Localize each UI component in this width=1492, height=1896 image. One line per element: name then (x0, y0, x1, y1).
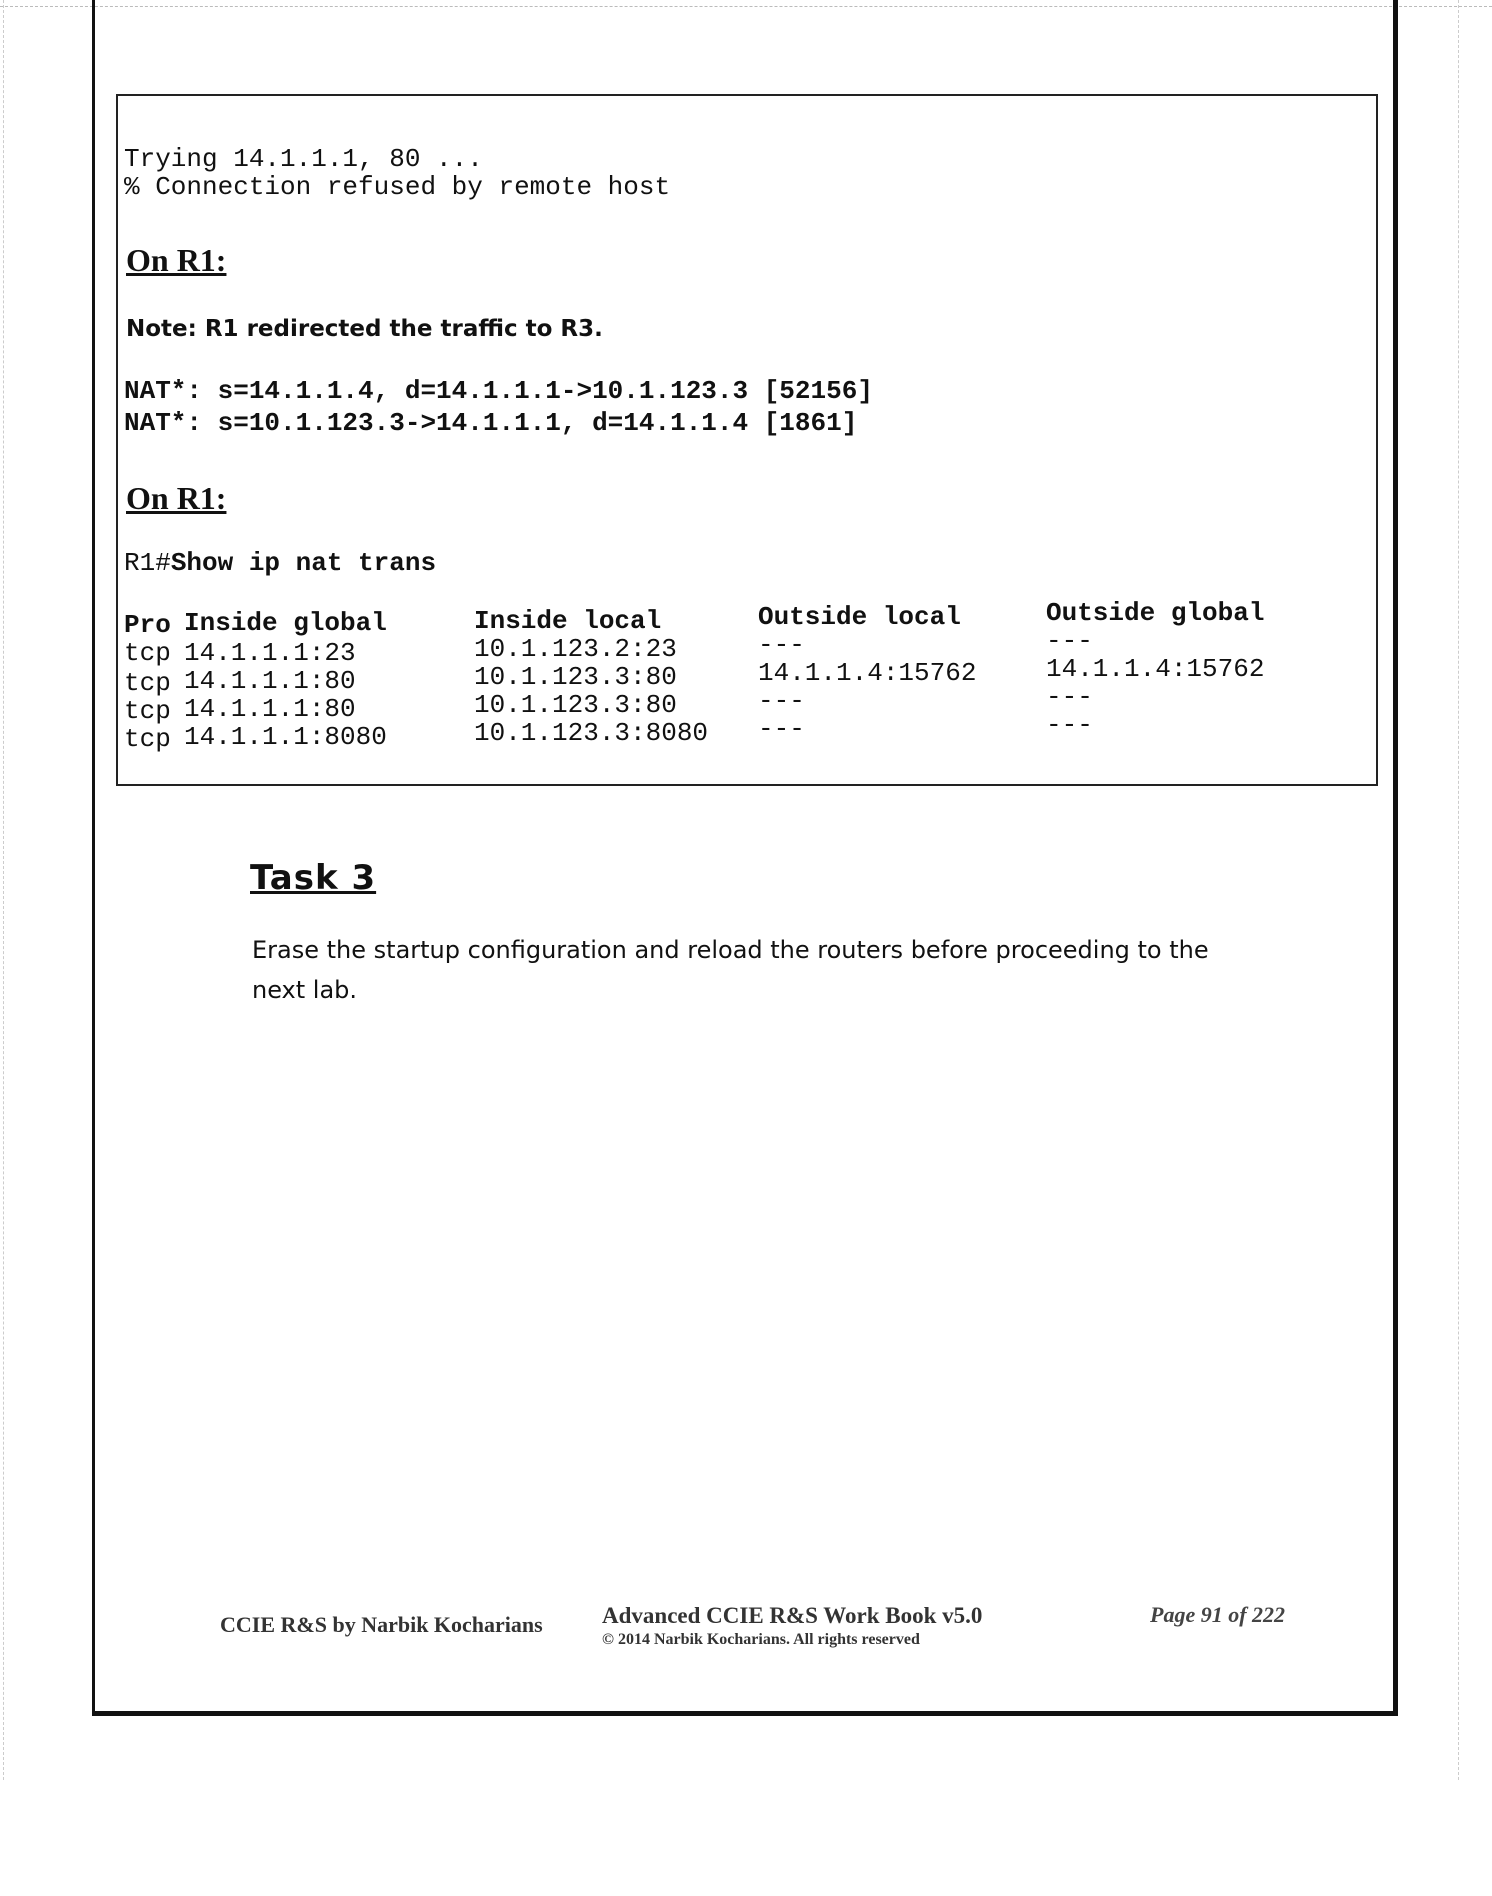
header-outside-global: Outside global (1046, 598, 1265, 628)
cell-outside-local: --- (758, 714, 805, 744)
header-outside-local: Outside local (758, 602, 961, 632)
cell-pro: tcp (124, 696, 171, 726)
code-output-box (116, 94, 1378, 786)
cell-outside-local: --- (758, 630, 805, 660)
header-pro: Pro (124, 610, 171, 640)
cli-prompt: R1# (124, 548, 171, 578)
cell-outside-local: --- (758, 686, 805, 716)
cell-inside-global: 14.1.1.1:23 (184, 638, 356, 668)
cli-command: Show ip nat trans (170, 548, 437, 578)
cell-outside-global: 14.1.1.4:15762 (1046, 654, 1265, 684)
nat-debug-line-2: NAT*: s=10.1.123.3->14.1.1.1, d=14.1.1.4 [1861] (124, 408, 858, 438)
cell-pro: tcp (124, 724, 171, 754)
cell-outside-global: --- (1046, 682, 1093, 712)
task-title: Task 3 (250, 858, 377, 898)
cell-inside-local: 10.1.123.2:23 (474, 634, 677, 664)
cell-inside-global: 14.1.1.1:8080 (184, 722, 387, 752)
header-inside-local: Inside local (474, 606, 662, 636)
footer-copyright: © 2014 Narbik Kocharians. All rights reserved (602, 1631, 920, 1648)
cell-inside-global: 14.1.1.1:80 (184, 666, 356, 696)
cell-pro: tcp (124, 668, 171, 698)
cell-inside-local: 10.1.123.3:8080 (474, 718, 709, 748)
footer-book-title: Advanced CCIE R&S Work Book v5.0 (602, 1603, 983, 1628)
footer-center (602, 1603, 982, 1649)
note-text: Note: R1 redirected the traffic to R3. (126, 316, 603, 342)
nat-debug-line-1: NAT*: s=14.1.1.4, d=14.1.1.1->10.1.123.3 [52156] (124, 376, 873, 406)
cell-inside-local: 10.1.123.3:80 (474, 662, 677, 692)
section-heading-1: On R1: (126, 242, 227, 278)
cell-inside-global: 14.1.1.1:80 (184, 694, 356, 724)
header-inside-global: Inside global (184, 608, 387, 638)
cell-inside-local: 10.1.123.3:80 (474, 690, 677, 720)
scan-edge-left (3, 0, 4, 1780)
section-heading-2: On R1: (126, 480, 227, 516)
command-line (124, 548, 436, 578)
refused-line: % Connection refused by remote host (124, 172, 671, 202)
cell-pro: tcp (124, 638, 171, 668)
scan-edge-right (1458, 0, 1459, 1780)
trying-line: Trying 14.1.1.1, 80 ... (124, 144, 483, 174)
footer-author: CCIE R&S by Narbik Kocharians (220, 1612, 543, 1637)
cell-outside-local: 14.1.1.4:15762 (758, 658, 977, 688)
page-number: Page 91 of 222 (1150, 1602, 1286, 1627)
task-text: Erase the startup configuration and reload the routers before proceeding to the next lab. (252, 936, 1209, 1004)
cell-outside-global: --- (1046, 626, 1093, 656)
cell-outside-global: --- (1046, 710, 1093, 740)
